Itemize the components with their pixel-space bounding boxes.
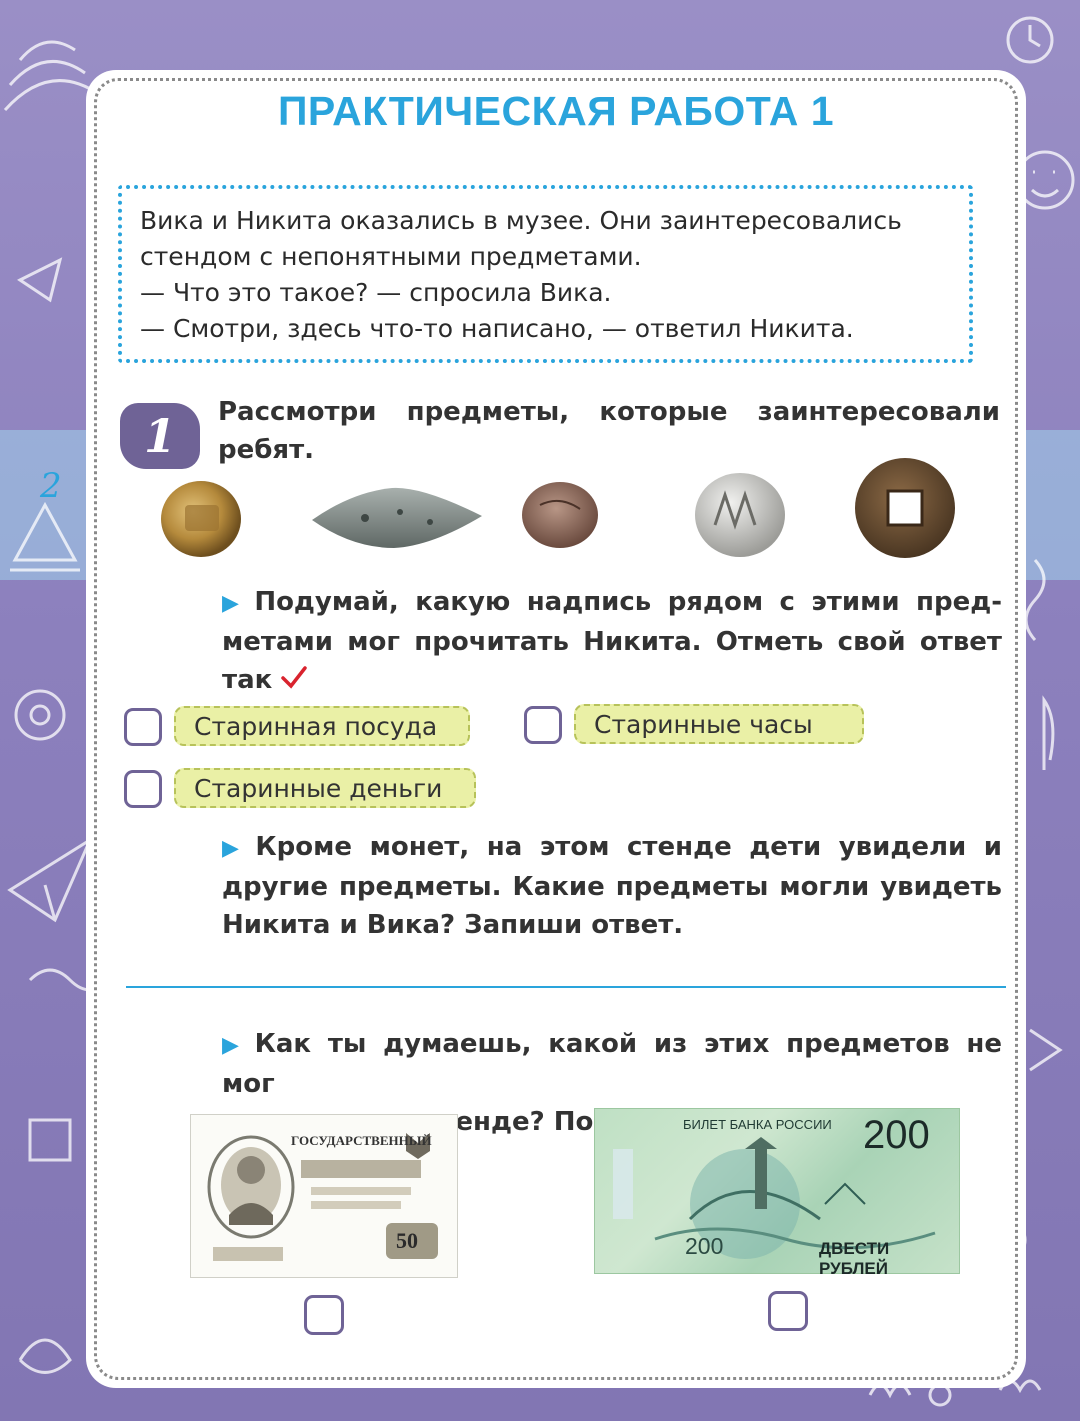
question-3-line: стенде? bbox=[424, 1107, 545, 1137]
question-2-line: другие предметы. Какие предметы могли увидеть bbox=[222, 872, 1002, 902]
checkmark-icon bbox=[281, 666, 307, 690]
question-1-line: ▶ Подумай, какую надпись рядом с этими пред- bbox=[222, 587, 1003, 617]
option-old-clocks: Старинные часы bbox=[574, 704, 864, 744]
banknote-200-words: ДВЕСТИ РУБЛЕЙ bbox=[819, 1239, 890, 1278]
option-old-money: Старинные деньги bbox=[174, 768, 476, 808]
banknote-old-denomination: 50 bbox=[396, 1228, 418, 1253]
question-1-line: так bbox=[222, 661, 1002, 699]
option-old-dishes: Старинная посуда bbox=[174, 706, 470, 746]
coin-silver-bar bbox=[312, 488, 482, 548]
banknote-200-checkbox[interactable] bbox=[768, 1291, 808, 1331]
coin-silver bbox=[695, 473, 785, 557]
story-line: Вика и Никита оказались в музее. Они заинтересовались bbox=[140, 206, 902, 235]
banknote-old-50-rubles bbox=[190, 1114, 458, 1278]
page-title: ПРАКТИЧЕСКАЯ РАБОТА 1 bbox=[277, 88, 835, 134]
task-number-badge: 1 bbox=[120, 403, 200, 469]
story-line: стендом с непонятными предметами. bbox=[140, 242, 642, 271]
question-1-line: метами мог прочитать Никита. Отметь свой ответ bbox=[222, 627, 1002, 657]
story-line: — Что это такое? — спросила Вика. bbox=[140, 278, 612, 307]
arrow-right-icon: ▶ bbox=[222, 836, 248, 861]
arrow-right-icon: ▶ bbox=[222, 1033, 247, 1058]
question-3-line: ▶ Как ты думаешь, какой из этих предметов не мог bbox=[222, 1029, 1003, 1099]
page-number: 2 bbox=[40, 466, 62, 506]
task-intro-line: ребят. bbox=[218, 435, 315, 465]
arrow-right-icon: ▶ bbox=[222, 591, 247, 616]
coin-copper bbox=[522, 482, 598, 548]
question-2-line: Никита и Вика? Запиши ответ. bbox=[222, 910, 684, 940]
option-checkbox-dishes[interactable] bbox=[124, 708, 162, 746]
answer-line[interactable] bbox=[126, 986, 1006, 988]
banknote-200-rubles bbox=[594, 1108, 960, 1278]
banknote-old-header: ГОСУДАРСТВЕННЫЙ bbox=[291, 1133, 432, 1148]
question-2-line: ▶ Кроме монет, на этом стенде дети увидели и bbox=[222, 832, 1002, 862]
question-2 bbox=[222, 828, 1002, 944]
banknote-200-denomination-small: 200 bbox=[685, 1233, 724, 1259]
story-line: — Смотри, здесь что-то написано, — ответил Никита. bbox=[140, 314, 854, 343]
option-checkbox-clocks[interactable] bbox=[524, 706, 562, 744]
option-checkbox-money[interactable] bbox=[124, 770, 162, 808]
question-1 bbox=[222, 583, 1002, 699]
banknote-200-denomination-big: 200 bbox=[863, 1113, 930, 1157]
banknote-200-header: БИЛЕТ БАНКА РОССИИ bbox=[683, 1117, 832, 1132]
banknote-old-checkbox[interactable] bbox=[304, 1295, 344, 1335]
task-intro-line: Рассмотри предметы, которые заинтересовали bbox=[218, 397, 1000, 427]
